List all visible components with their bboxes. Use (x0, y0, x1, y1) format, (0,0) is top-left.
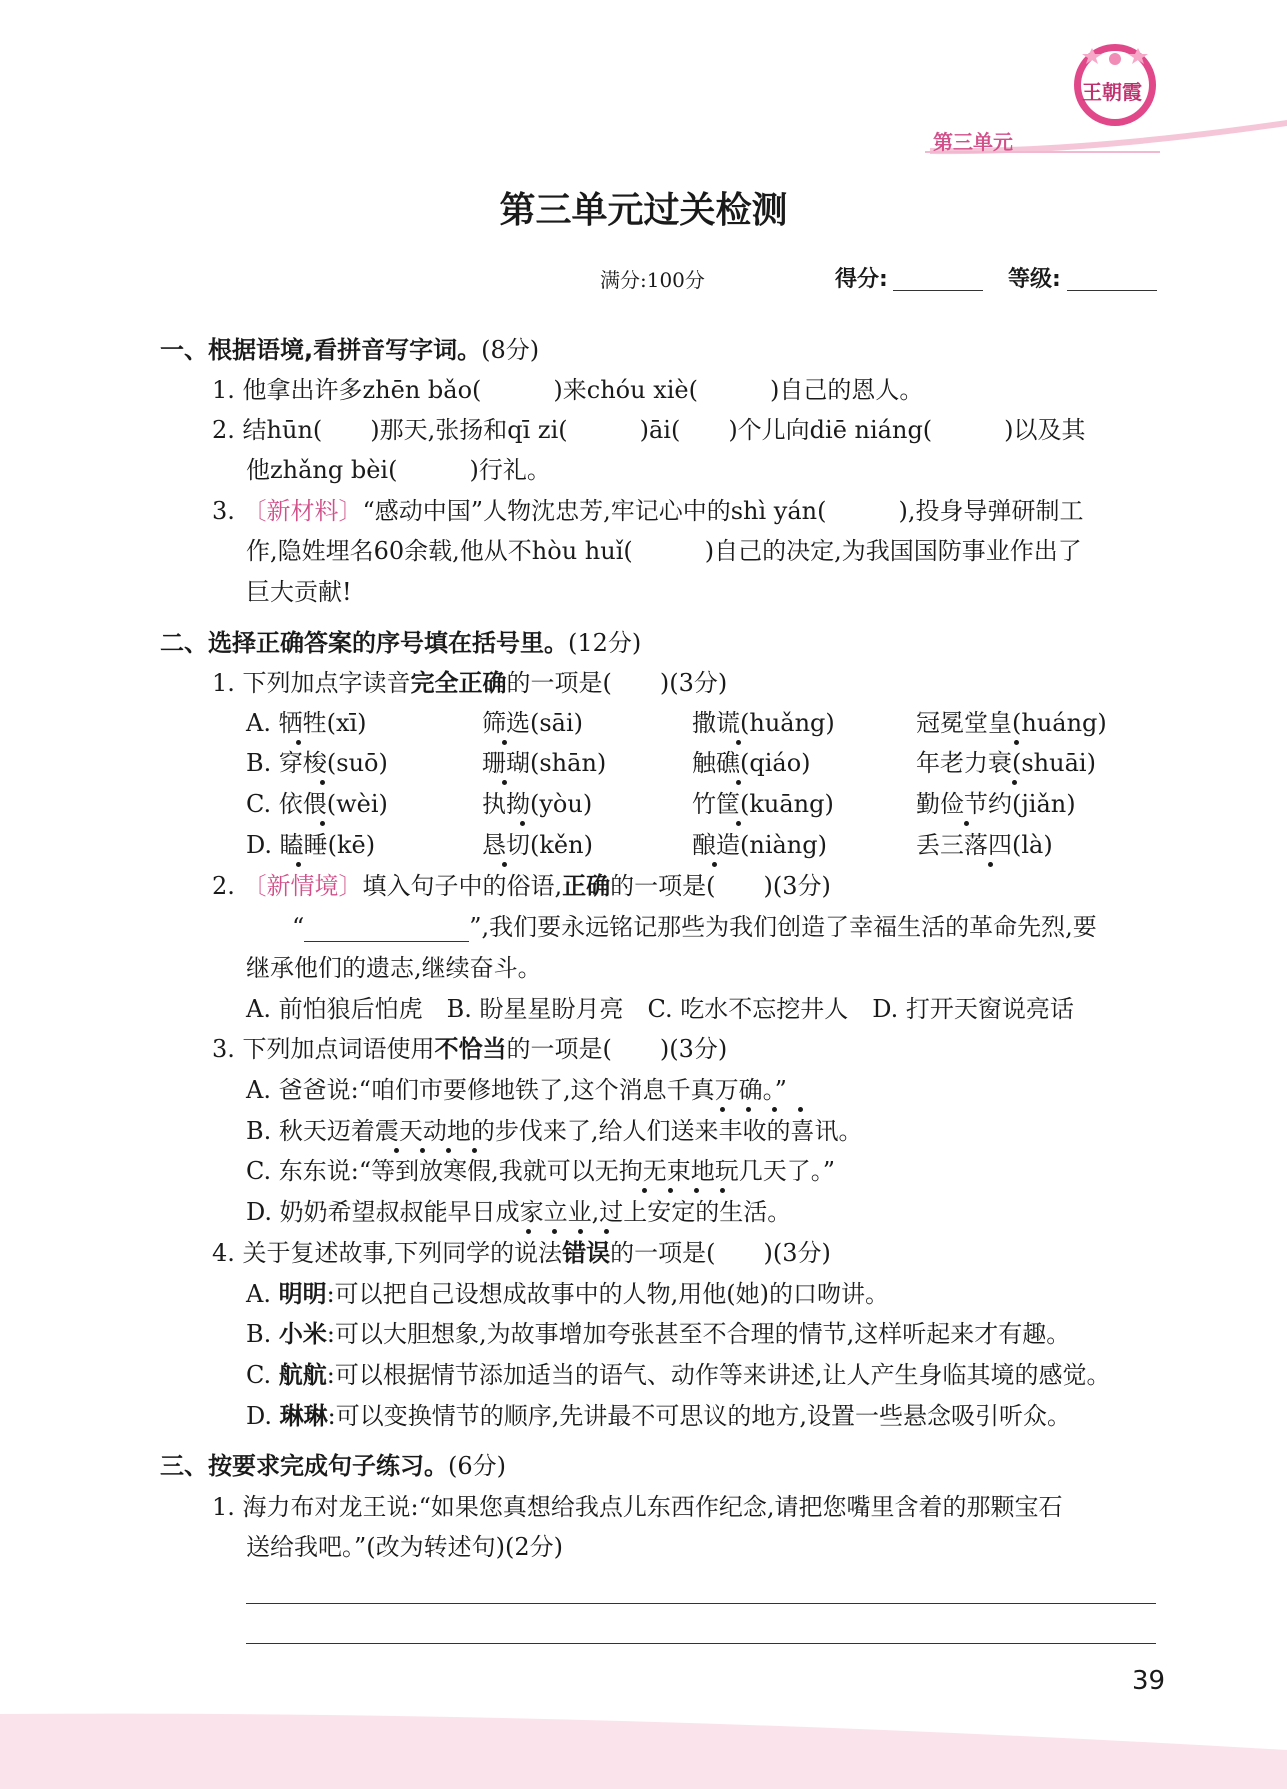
answer-line[interactable] (246, 1603, 1156, 1604)
option-letter: A. (246, 1280, 279, 1308)
s2-question-3 (212, 1034, 727, 1064)
new-context-tag: 〔新情境〕 (242, 872, 363, 900)
option-text: :可以把自己设想成故事中的人物,用他(她)的口吻讲。 (326, 1280, 890, 1308)
new-material-tag: 〔新材料〕 (242, 497, 363, 525)
emphasis-dot (520, 821, 525, 826)
emphasis-dot (720, 1107, 725, 1112)
s2-q1-pre: 1. 下列加点字读音 (212, 669, 411, 697)
option-C-1: C. 依偎(wèi) (246, 790, 388, 818)
option-B-2: 珊瑚(shān) (482, 749, 607, 777)
logo-text: 王朝霞 (1082, 80, 1142, 104)
option-letter: B. (246, 1320, 279, 1348)
section-1-heading (160, 335, 539, 365)
s2-question-1 (212, 668, 727, 698)
emphasis-dot (296, 862, 301, 867)
section-3-title: 三、按要求完成句子练习。 (160, 1452, 448, 1480)
student-name: 航航 (278, 1361, 327, 1389)
section-1-points: (8分) (481, 336, 540, 364)
emphasis-dot (296, 740, 301, 745)
option-A-2: 筛选(sāi) (482, 709, 584, 737)
page-title: 第三单元过关检测 (499, 190, 788, 231)
emphasis-dot (736, 740, 741, 745)
emphasis-dot (420, 1148, 425, 1153)
option-D-4: 丢三落四(là) (916, 831, 1053, 859)
emphasis-dot (964, 821, 969, 826)
section-1-title: 一、根据语境,看拼音写字词。 (160, 336, 482, 364)
s2-q3-option-C: C. 东东说:“等到放寒假,我就可以无拘无束地玩几天了。” (246, 1157, 836, 1185)
s2-q2-options: A. 前怕狼后怕虎 B. 盼星星盼月亮 C. 吃水不忘挖井人 D. 打开天窗说亮话 (246, 995, 1074, 1023)
s2-q4-bold: 错误 (562, 1239, 611, 1267)
student-name: 小米 (278, 1320, 327, 1348)
grade-blank[interactable] (1067, 290, 1157, 291)
option-D-1: D. 瞌睡(kē) (246, 831, 376, 859)
s2-q4-option-D (246, 1401, 1071, 1431)
emphasis-dot (394, 1148, 399, 1153)
section-3-heading (160, 1451, 506, 1481)
score-label: 得分: (835, 267, 888, 292)
grade-label: 等级: (1008, 267, 1061, 292)
s2-q4-option-A (246, 1279, 889, 1309)
option-D-3: 酿造(niàng) (692, 831, 827, 859)
s2-q2-pre: 填入句子中的俗语, (362, 872, 563, 900)
s1-question-3-line-2: 作,隐姓埋名60余载,他从不hòu huǐ( )自己的决定,为我国国防事业作出了 (246, 537, 1082, 565)
full-marks: 满分:100分 (600, 268, 705, 292)
s3-question-1-line-2: 送给我吧。”(改为转述句)(2分) (246, 1533, 563, 1561)
emphasis-dot (798, 1107, 803, 1112)
option-text: :可以大胆想象,为故事增加夸张甚至不合理的情节,这样听起来才有趣。 (326, 1320, 1071, 1348)
s2-q2-number: 2. (212, 872, 243, 900)
student-name: 琳琳 (279, 1402, 328, 1430)
s2-q2-bold: 正确 (562, 872, 611, 900)
option-C-3: 竹筐(kuāng) (692, 790, 834, 818)
emphasis-dot (604, 1229, 609, 1234)
emphasis-dot (736, 821, 741, 826)
student-name: 明明 (278, 1280, 327, 1308)
emphasis-dot (446, 1148, 451, 1153)
option-C-4: 勤俭节约(jiǎn) (916, 790, 1076, 818)
emphasis-dot (320, 780, 325, 785)
s1-question-1: 1. 他拿出许多zhēn bǎo( )来chóu xiè( )自己的恩人。 (212, 376, 924, 404)
emphasis-dot (736, 780, 741, 785)
score-blank[interactable] (893, 290, 983, 291)
option-B-4: 年老力衰(shuāi) (916, 749, 1096, 777)
emphasis-dot (578, 1229, 583, 1234)
emphasis-dot (502, 862, 507, 867)
option-text: :可以根据情节添加适当的语气、动作等来讲述,让人产生身临其境的感觉。 (326, 1361, 1111, 1389)
emphasis-dot (502, 780, 507, 785)
s2-q2-sentence-a: ”,我们要永远铭记那些为我们创造了幸福生活的革命先烈,要 (469, 913, 1097, 941)
footer-decoration (0, 1700, 1287, 1789)
section-2-points: (12分) (568, 629, 642, 657)
section-2-heading (160, 628, 641, 658)
emphasis-dot (502, 740, 507, 745)
option-letter: D. (246, 1402, 280, 1430)
option-C-2: 执拗(yòu) (482, 790, 593, 818)
emphasis-dot (552, 1229, 557, 1234)
option-A-1: A. 牺牲(xī) (246, 709, 367, 737)
option-D-2: 恳切(kěn) (482, 831, 593, 859)
s2-q2-sentence-line-2: 继承他们的遗志,继续奋斗。 (246, 954, 542, 982)
emphasis-dot (668, 1188, 673, 1193)
s2-q2-post: 的一项是( )(3分) (610, 872, 831, 900)
s2-q3-post: 的一项是( )(3分) (506, 1035, 728, 1063)
emphasis-dot (988, 862, 993, 867)
s2-q3-option-A: A. 爸爸说:“咱们市要修地铁了,这个消息千真万确。” (246, 1076, 787, 1104)
quote-open: “ (292, 913, 305, 941)
emphasis-dot (642, 1188, 647, 1193)
s1-question-3-line-1 (212, 496, 1083, 526)
s2-q4-pre: 4. 关于复述故事,下列同学的说法 (212, 1239, 563, 1267)
option-B-1: B. 穿梭(suō) (246, 749, 388, 777)
option-B-3: 触礁(qiáo) (692, 749, 811, 777)
logo (1072, 42, 1158, 128)
section-2-title: 二、选择正确答案的序号填在括号里。 (160, 629, 568, 657)
s2-q1-post: 的一项是( )(3分) (506, 669, 728, 697)
unit-label: 第三单元 (933, 130, 1013, 154)
s1-question-3-line-3: 巨大贡献! (246, 578, 352, 606)
s2-q4-option-B (246, 1319, 1070, 1349)
emphasis-dot (1014, 740, 1019, 745)
s1-question-2-line-2: 他zhǎng bèi( )行礼。 (246, 456, 551, 484)
s2-q3-pre: 3. 下列加点词语使用 (212, 1035, 435, 1063)
emphasis-dot (1012, 780, 1017, 785)
proverb-blank[interactable] (304, 915, 469, 942)
option-letter: C. (246, 1361, 279, 1389)
emphasis-dot (712, 862, 717, 867)
s1-q3-text: “感动中国”人物沈忠芳,牢记心中的shì yán( ),投身导弹研制工 (362, 497, 1084, 525)
answer-line[interactable] (246, 1643, 1156, 1644)
section-3-points: (6分) (448, 1452, 506, 1480)
s2-q3-option-D: D. 奶奶希望叔叔能早日成家立业,过上安定的生活。 (246, 1198, 792, 1226)
page-number: 39 (1132, 1666, 1166, 1696)
s2-question-4 (212, 1238, 831, 1268)
s2-question-2 (212, 871, 831, 901)
emphasis-dot (746, 1107, 751, 1112)
s2-q1-bold: 完全正确 (410, 669, 507, 697)
s2-q3-bold: 不恰当 (434, 1035, 507, 1063)
s2-q3-option-B: B. 秋天迈着震天动地的步伐来了,给人们送来丰收的喜讯。 (246, 1117, 863, 1145)
option-text: :可以变换情节的顺序,先讲最不可思议的地方,设置一些悬念吸引听众。 (327, 1402, 1071, 1430)
emphasis-dot (472, 1148, 477, 1153)
s1-question-2-line-1: 2. 结hūn( )那天,张扬和qī zi( )āi( )个儿向diē niáng( )以及其 (212, 416, 1086, 444)
emphasis-dot (526, 1229, 531, 1234)
s2-q2-sentence-line-1 (292, 912, 1097, 942)
s3-question-1-line-1: 1. 海力布对龙王说:“如果您真想给我点儿东西作纪念,请把您嘴里含着的那颗宝石 (212, 1493, 1063, 1521)
option-A-3: 撒谎(huǎng) (692, 709, 835, 737)
emphasis-dot (720, 1188, 725, 1193)
emphasis-dot (320, 821, 325, 826)
option-A-4: 冠冕堂皇(huáng) (916, 709, 1107, 737)
s2-q4-post: 的一项是( )(3分) (610, 1239, 831, 1267)
emphasis-dot (772, 1107, 777, 1112)
s2-q4-option-C (246, 1360, 1110, 1390)
emphasis-dot (694, 1188, 699, 1193)
s1-q3-number: 3. (212, 497, 243, 525)
